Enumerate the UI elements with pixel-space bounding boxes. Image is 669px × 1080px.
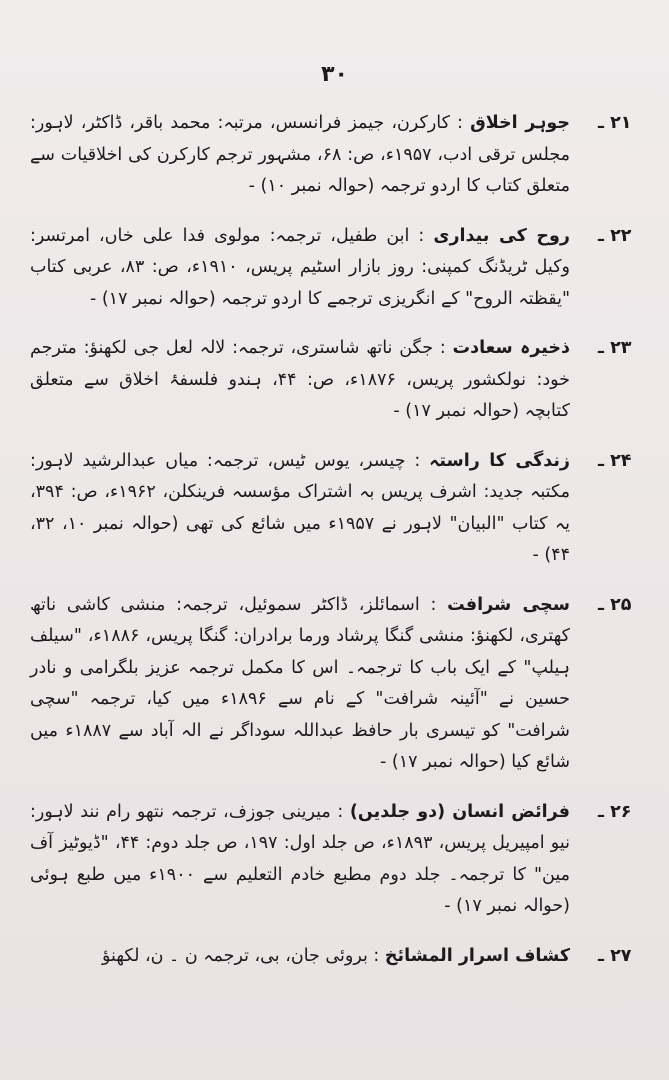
bibliography-entry xyxy=(30,941,632,973)
entry-details: : ابن طفیل، ترجمہ: مولوی فدا علی خاں، امرتسر: وکیل ٹریڈنگ کمپنی: روز بازار اسٹیم پریس، ۱۹۱۰ء، ص: ۸۳، عربی کتاب "یقظتہ الروح" کے انگریزی ترجمے کا اردو ترجمہ (حوالہ نمبر ۱۷) - xyxy=(30,225,570,309)
entry-text xyxy=(30,446,570,572)
entry-title: روح کی بیداری xyxy=(433,225,570,246)
bibliography-entry xyxy=(30,446,632,572)
bibliography-entry xyxy=(30,108,632,203)
entry-details: : اسمائلز، ڈاکٹر سموئیل، ترجمہ: منشی کاشی ناتھ کھتری، لکھنؤ: منشی گنگا پرشاد ورما برادران: گنگا پریس، ۱۸۸۶ء، "سیلف ہیلپ" کے ایک باب کا ترجمہ۔ اس کا مکمل ترجمہ عزیز بلگرامی و نادر حسین نے "آئینہ شرافت" کے نام سے ۱۸۹۶ء میں کیا، ترجمہ "سچی شرافت" کو تیسری بار حافظ عبداللہ سوداگر نے الہ آباد سے ۱۸۸۷ء میں شائع کیا (حوالہ نمبر ۱۷) - xyxy=(30,594,571,772)
entry-text xyxy=(30,941,570,973)
bibliography-list xyxy=(30,108,632,972)
entry-title: زندگی کا راستہ xyxy=(429,450,570,471)
page-number: ۳۰ xyxy=(321,62,348,87)
entry-number: ۲۲ ـ xyxy=(598,225,632,246)
entry-number: ۲۳ ـ xyxy=(598,338,632,358)
entry-number: ۲۵ ـ xyxy=(598,594,632,615)
entry-title: کشاف اسرار المشائخ xyxy=(384,945,570,966)
entry-number: ۲۱ ـ xyxy=(598,113,632,133)
entry-text xyxy=(30,221,570,316)
entry-details: : جگن ناتھ شاستری، ترجمہ: لالہ لعل جی لکھنؤ: مترجم خود: نولکشور پریس، ۱۸۷۶ء، ص: ۴۴، ہندو فلسفۂ اخلاق سے متعلق کتابچہ (حوالہ نمبر ۱۷) - xyxy=(30,338,570,421)
bibliography-entry xyxy=(30,590,632,779)
entry-number: ۲۶ ـ xyxy=(598,801,632,822)
entry-title: سچی شرافت xyxy=(447,594,570,615)
entry-text xyxy=(30,108,570,203)
entry-text xyxy=(30,333,570,428)
entry-title: جوہر اخلاق xyxy=(470,113,570,133)
entry-number: ۲۴ ـ xyxy=(598,450,632,471)
bibliography-entry xyxy=(30,797,632,923)
entry-details: : کارکرن، جیمز فرانسس، مرتبہ: محمد باقر، ڈاکٹر، لاہور: مجلس ترقی ادب، ۱۹۵۷ء، ص: ۶۸، مشہور ترجم کارکرن کی اخلاقیات سے متعلق کتاب کا اردو ترجمہ (حوالہ نمبر ۱۰) - xyxy=(30,113,570,196)
entry-details: : چیسر، یوس ٹیس، ترجمہ: میاں عبدالرشید لاہور: مکتبہ جدید: اشرف پریس بہ اشتراک مؤسسہ فرینکلن، ۱۹۶۲ء، ص: ۳۹۴، یہ کتاب "البیان" لاہور نے ۱۹۵۷ء میں شائع کی تھی (حوالہ نمبر ۱۰، ۳۲، ۴۴) - xyxy=(30,450,570,565)
entry-text xyxy=(30,797,570,923)
entry-details: : بروئی جان، بی، ترجمہ ن ۔ ن، لکھنؤ xyxy=(102,945,380,966)
entry-title: ذخیرہ سعادت xyxy=(452,338,570,358)
entry-text xyxy=(30,590,570,779)
bibliography-entry xyxy=(30,333,632,428)
entry-details: : میرینی جوزف، ترجمہ نتھو رام نند لاہور: نیو امپیریل پریس، ۱۸۹۳ء، ص جلد اول: ۱۹۷، ص جلد دوم: ۴۴، "ڈیوٹیز آف مین" کا ترجمہ۔ جلد دوم مطبع خادم التعلیم سے ۱۹۰۰ء میں طبع ہوئی (حوالہ نمبر ۱۷) - xyxy=(30,801,570,916)
bibliography-entry xyxy=(30,221,632,316)
entry-title: فرائض انسان (دو جلدیں) xyxy=(349,801,570,822)
entry-number: ۲۷ ـ xyxy=(598,945,632,966)
